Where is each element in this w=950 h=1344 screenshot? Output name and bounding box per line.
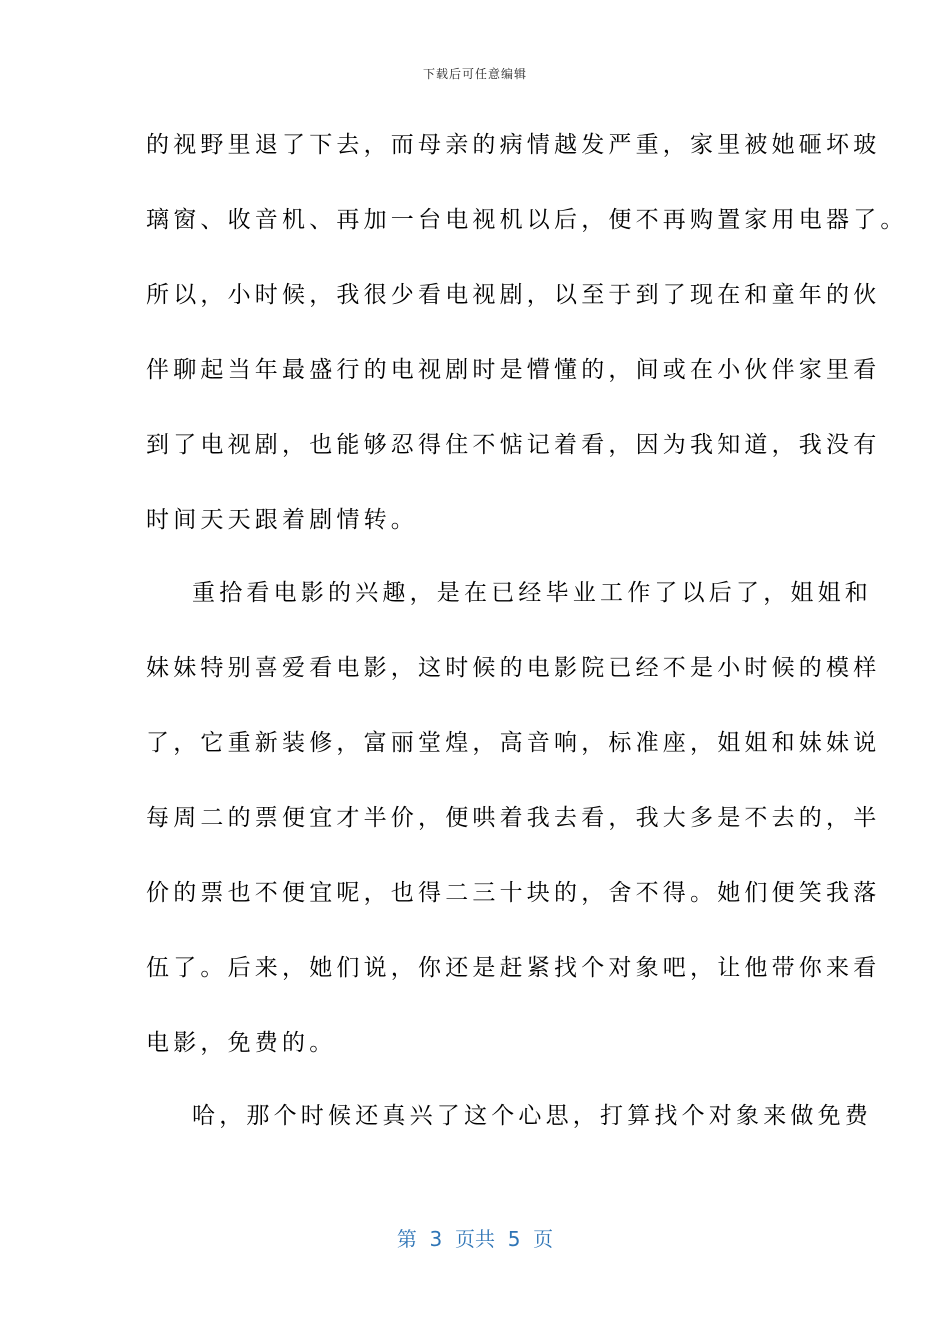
body-line: 时间天天跟着剧情转。 bbox=[146, 507, 418, 533]
paragraph-first-line: 重拾看电影的兴趣，是在已经毕业工作了以后了，姐姐和 bbox=[192, 580, 872, 606]
body-line: 的视野里退了下去，而母亲的病情越发严重，家里被她砸坏玻 bbox=[146, 132, 881, 158]
paragraph-first-line: 哈，那个时候还真兴了这个心思，打算找个对象来做免费 bbox=[192, 1103, 872, 1129]
body-line: 了，它重新装修，富丽堂煌，高音响，标准座，姐姐和妹妹说 bbox=[146, 730, 881, 756]
body-line: 价的票也不便宜呢，也得二三十块的，舍不得。她们便笑我落 bbox=[146, 880, 881, 906]
body-line: 伴聊起当年最盛行的电视剧时是懵懂的，间或在小伙伴家里看 bbox=[146, 357, 881, 383]
body-line: 电影，免费的。 bbox=[146, 1030, 337, 1056]
body-line: 璃窗、收音机、再加一台电视机以后，便不再购置家用电器了。 bbox=[146, 207, 908, 233]
body-line: 所以，小时候，我很少看电视剧，以至于到了现在和童年的伙 bbox=[146, 282, 881, 308]
body-line: 到了电视剧，也能够忍得住不惦记着看，因为我知道，我没有 bbox=[146, 432, 881, 458]
body-line: 每周二的票便宜才半价，便哄着我去看，我大多是不去的，半 bbox=[146, 805, 881, 831]
body-line: 妹妹特别喜爱看电影，这时候的电影院已经不是小时候的模样 bbox=[146, 655, 881, 681]
page-header: 下载后可任意编辑 bbox=[422, 67, 527, 81]
page-number-footer: 第 3 页共 5 页 bbox=[396, 1227, 554, 1251]
body-line: 伍了。后来，她们说，你还是赶紧找个对象吧，让他带你来看 bbox=[146, 955, 881, 981]
